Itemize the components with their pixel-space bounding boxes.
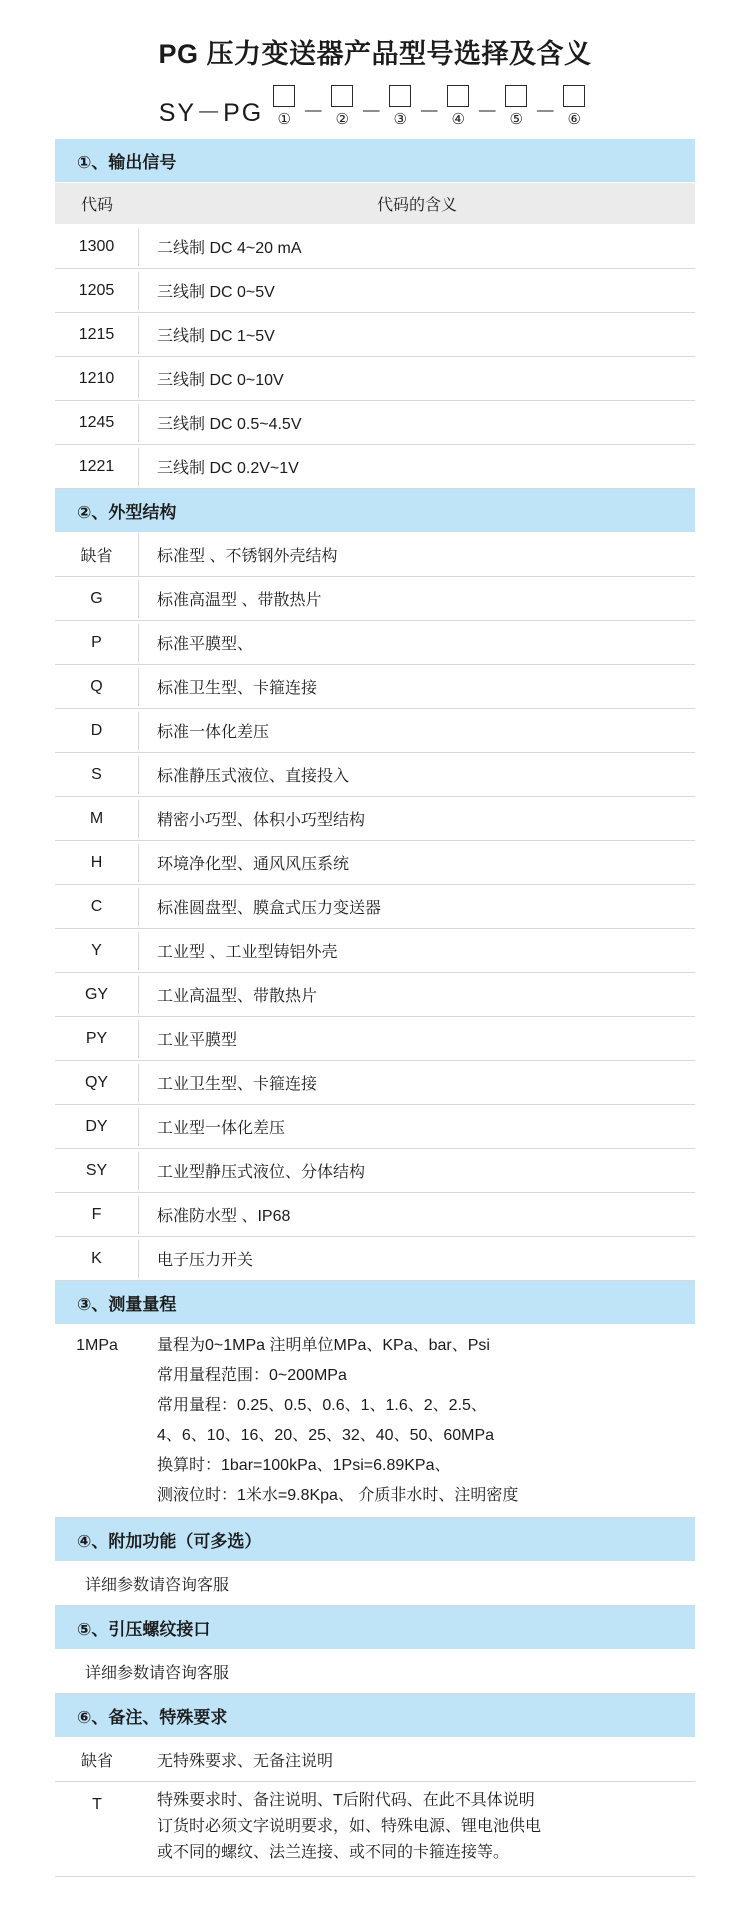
table-row: [55, 929, 695, 973]
column-header-meaning: 代码的含义: [376, 197, 457, 214]
row-code: Y: [55, 932, 139, 970]
slot-number-4: ④: [451, 111, 465, 128]
section-label-4: ④、附加功能（可多选）: [77, 1532, 262, 1551]
row-desc: 工业型一体化差压: [157, 1120, 286, 1137]
row-code: 缺省: [80, 1753, 113, 1770]
slot-number-2: ②: [335, 111, 349, 128]
row-code: 1205: [55, 272, 139, 310]
row-desc: 详细参数请咨询客服: [85, 1577, 230, 1594]
desc-line: 特殊要求时、备注说明、T后附代码、在此不具体说明: [157, 1792, 535, 1809]
row-code: 1221: [55, 448, 139, 486]
row-desc: 标准型 、不锈钢外壳结构: [157, 548, 338, 565]
spec-table: [55, 139, 695, 1877]
table-row: [55, 401, 695, 445]
table-row: [55, 1562, 695, 1606]
table-row: [55, 665, 695, 709]
table-row: [55, 1105, 695, 1149]
section-header-4: [55, 1518, 695, 1562]
section-header-5: [55, 1606, 695, 1650]
model-separator-3: －: [418, 99, 441, 124]
table-row: [55, 1325, 695, 1518]
table-row: [55, 357, 695, 401]
row-code: 1210: [55, 360, 139, 398]
table-row: [55, 313, 695, 357]
table-row: [55, 1738, 695, 1782]
table-row: [55, 445, 695, 489]
model-prefix: SY－PG: [158, 99, 264, 127]
desc-line: 换算时：1bar=100kPa、1Psi=6.89KPa、: [157, 1457, 451, 1474]
row-code: G: [55, 580, 139, 618]
desc-line: 或不同的螺纹、法兰连接、或不同的卡箍连接等。: [157, 1844, 510, 1861]
slot-number-1: ①: [277, 111, 291, 128]
table-row: [55, 709, 695, 753]
row-desc: 标准一体化差压: [157, 724, 270, 741]
model-slot-6: [557, 85, 591, 129]
row-code: S: [55, 756, 139, 794]
table-row: [55, 1237, 695, 1281]
row-desc: 环境净化型、通风风压系统: [157, 856, 350, 873]
model-slot-1: [267, 85, 301, 129]
row-code: 1MPa: [76, 1337, 118, 1354]
slot-box-4: [447, 85, 469, 107]
spec-table-body: [55, 139, 695, 1877]
row-code: DY: [55, 1108, 139, 1146]
row-desc: 工业型 、工业型铸铝外壳: [157, 944, 338, 961]
table-row: [55, 577, 695, 621]
model-slot-2: [325, 85, 359, 129]
row-code: P: [55, 624, 139, 662]
row-code: 缺省: [55, 533, 139, 576]
row-code: PY: [55, 1020, 139, 1058]
row-desc: 三线制 DC 0.5~4.5V: [157, 416, 302, 433]
row-desc: 精密小巧型、体积小巧型结构: [157, 812, 366, 829]
row-desc: 三线制 DC 0~10V: [157, 372, 284, 389]
section-label-3: ③、测量量程: [77, 1295, 177, 1314]
row-desc: 无特殊要求、无备注说明: [157, 1753, 334, 1770]
table-row: [55, 797, 695, 841]
model-separator-2: －: [360, 99, 383, 124]
row-code: SY: [55, 1152, 139, 1190]
desc-line: 常用量程范围：0~200MPa: [157, 1367, 347, 1384]
row-desc: 标准圆盘型、膜盒式压力变送器: [157, 900, 382, 917]
row-code: H: [55, 844, 139, 882]
row-code: T: [92, 1796, 102, 1813]
section-label-6: ⑥、备注、特殊要求: [77, 1708, 228, 1727]
section-header-1: [55, 139, 695, 183]
slot-box-5: [505, 85, 527, 107]
row-desc: 标准静压式液位、直接投入: [157, 768, 350, 785]
model-slot-3: [383, 85, 417, 129]
row-code: 1300: [55, 228, 139, 266]
section-label-2: ②、外型结构: [77, 503, 177, 522]
row-code: Q: [55, 668, 139, 706]
table-row: [55, 269, 695, 313]
table-row: [55, 1650, 695, 1694]
row-desc-multiline: [139, 1782, 695, 1876]
slot-box-3: [389, 85, 411, 107]
table-row: [55, 1061, 695, 1105]
row-desc: 工业卫生型、卡箍连接: [157, 1076, 318, 1093]
section-header-3: [55, 1281, 695, 1325]
row-desc: 标准卫生型、卡箍连接: [157, 680, 318, 697]
row-desc: 三线制 DC 0.2V~1V: [157, 460, 299, 477]
column-header-code: 代码: [80, 197, 113, 214]
row-code: 1215: [55, 316, 139, 354]
model-separator-1: －: [302, 99, 325, 124]
table-row: [55, 1782, 695, 1877]
row-code: K: [55, 1240, 139, 1278]
slot-box-6: [563, 85, 585, 107]
table-row: [55, 533, 695, 577]
section-header-6: [55, 1694, 695, 1738]
slot-number-3: ③: [393, 111, 407, 128]
table-row: [55, 753, 695, 797]
table-row: [55, 885, 695, 929]
desc-line: 订货时必须文字说明要求，如、特殊电源、锂电池供电: [157, 1818, 542, 1835]
row-code: GY: [55, 976, 139, 1014]
row-code: C: [55, 888, 139, 926]
row-desc: 工业高温型、带散热片: [157, 988, 318, 1005]
table-row: [55, 1193, 695, 1237]
row-desc: 标准防水型 、IP68: [157, 1208, 291, 1225]
row-desc: 二线制 DC 4~20 mA: [157, 240, 302, 257]
row-code: 1245: [55, 404, 139, 442]
row-code: D: [55, 712, 139, 750]
row-code: M: [55, 800, 139, 838]
page-title: PG 压力变送器产品型号选择及含义: [158, 39, 592, 69]
model-separator-4: －: [476, 99, 499, 124]
table-row: [55, 841, 695, 885]
row-desc: 三线制 DC 1~5V: [157, 328, 275, 345]
slot-number-6: ⑥: [567, 111, 581, 128]
desc-line: 常用量程：0.25、0.5、0.6、1、1.6、2、2.5、: [157, 1397, 487, 1414]
model-code-line: [55, 85, 695, 129]
slot-box-2: [331, 85, 353, 107]
row-desc: 工业平膜型: [157, 1032, 238, 1049]
model-slot-5: [499, 85, 533, 129]
slot-number-5: ⑤: [509, 111, 523, 128]
model-slot-4: [441, 85, 475, 129]
row-desc: 电子压力开关: [157, 1252, 254, 1269]
desc-line: 4、6、10、16、20、25、32、40、50、60MPa: [157, 1427, 495, 1444]
desc-line: 测液位时：1米水=9.8Kpa、 介质非水时、注明密度: [157, 1487, 519, 1504]
table-row: [55, 621, 695, 665]
section-header-2: [55, 489, 695, 533]
table-row: [55, 1149, 695, 1193]
table-row: [55, 973, 695, 1017]
row-desc: 标准高温型 、带散热片: [157, 592, 322, 609]
table-row: [55, 225, 695, 269]
row-desc: 标准平膜型、: [157, 636, 254, 653]
desc-line: 量程为0~1MPa 注明单位MPa、KPa、bar、Psi: [157, 1337, 490, 1354]
row-desc: 详细参数请咨询客服: [85, 1665, 230, 1682]
model-separator-5: －: [534, 99, 557, 124]
row-code: F: [55, 1196, 139, 1234]
row-desc: 三线制 DC 0~5V: [157, 284, 275, 301]
section-label-5: ⑤、引压螺纹接口: [77, 1620, 211, 1639]
table-row: [55, 1017, 695, 1061]
column-header-row: [55, 183, 695, 225]
slot-box-1: [273, 85, 295, 107]
row-desc-multiline: [139, 1325, 695, 1517]
row-code: QY: [55, 1064, 139, 1102]
section-label-1: ①、输出信号: [77, 153, 177, 172]
row-desc: 工业型静压式液位、分体结构: [157, 1164, 366, 1181]
